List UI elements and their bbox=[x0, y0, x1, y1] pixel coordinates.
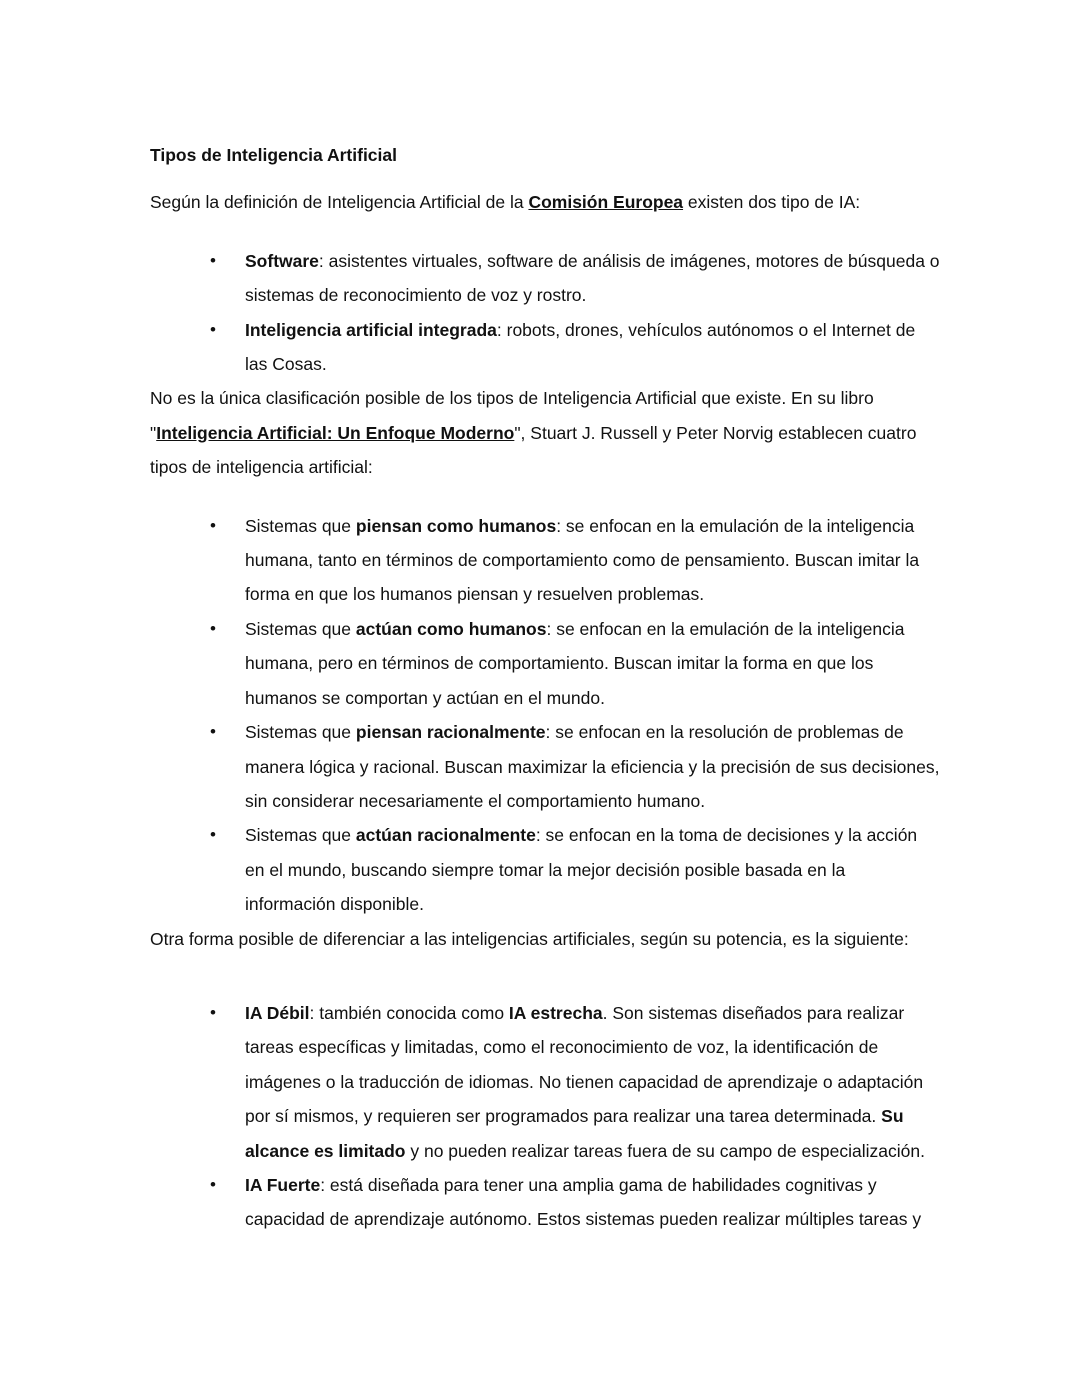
list-item-text: : se enfocan en la emulación de la inteligencia humana, tanto en términos de comportamiento como de pensamiento. Buscan imitar la forma en que los humanos piensan y resuelven problemas. bbox=[245, 515, 920, 605]
para2-text-after: ", Stuart J. Russell y Peter Norvig establecen cuatro tipos de inteligencia artificial: bbox=[150, 422, 917, 478]
list-item-text: : robots, drones, vehículos autónomos o el Internet de las Cosas. bbox=[245, 319, 916, 375]
list-item-text: : se enfocan en la toma de decisiones y la acción en el mundo, buscando siempre tomar la mejor decisión posible basada en la información disponible. bbox=[245, 825, 918, 915]
bullet-icon: • bbox=[210, 319, 216, 339]
bullet-icon: • bbox=[210, 250, 216, 270]
list-item-think-rational bbox=[150, 715, 940, 818]
list-item-prefix: Sistemas que bbox=[245, 618, 356, 639]
intro-paragraph bbox=[150, 185, 940, 219]
list-item-term: actúan racionalmente bbox=[355, 825, 536, 846]
bullet-icon: • bbox=[210, 618, 216, 638]
list-item-term: IA estrecha bbox=[508, 1002, 603, 1023]
list-item-term: IA Fuerte bbox=[245, 1174, 321, 1195]
list-item-text: : está diseñada para tener una amplia gama de habilidades cognitivas y capacidad de aprendizaje autónomo. Estos sistemas pueden realizar múltiples tareas y bbox=[245, 1174, 922, 1230]
comision-europea-link[interactable]: Comisión Europea bbox=[528, 192, 684, 213]
bullet-icon: • bbox=[210, 722, 216, 742]
list-item-term: actúan como humanos bbox=[355, 618, 547, 639]
ia-types-list bbox=[150, 244, 940, 382]
quote-open: " bbox=[150, 422, 157, 443]
document-page bbox=[150, 138, 940, 1237]
list-item-prefix: Sistemas que bbox=[245, 825, 356, 846]
list-item-term: Inteligencia artificial integrada bbox=[245, 319, 497, 340]
para2-text-before: No es la única clasificación posible de los tipos de Inteligencia Artificial que existe. En su libro bbox=[150, 388, 874, 409]
intro-text-before: Según la definición de Inteligencia Artificial de la bbox=[150, 192, 529, 213]
list-item-text: : se enfocan en la emulación de la inteligencia humana, pero en términos de comportamiento. Buscan imitar la forma en que los humanos se comportan y actúan en el mundo. bbox=[245, 618, 905, 708]
list-item-text: . Son sistemas diseñados para realizar tareas específicas y limitadas, como el reconocimiento de voz, la identificación de imágenes o la traducción de idiomas. No tienen capacidad de aprendizaje o adaptación por sí mismos, y requieren ser programados para realizar una tarea determinada. bbox=[245, 1002, 924, 1127]
bullet-icon: • bbox=[210, 825, 216, 845]
list-item-prefix: Sistemas que bbox=[245, 515, 356, 536]
bullet-icon: • bbox=[210, 1174, 216, 1194]
intro-text-after: existen dos tipo de IA: bbox=[683, 192, 861, 213]
russell-norvig-list bbox=[150, 509, 940, 922]
list-item-text: y no pueden realizar tareas fuera de su campo de especialización. bbox=[405, 1140, 925, 1161]
list-item-act-human bbox=[150, 612, 940, 715]
book-link[interactable]: Inteligencia Artificial: Un Enfoque Moderno bbox=[156, 422, 515, 443]
list-item-term: IA Débil bbox=[245, 1002, 310, 1023]
list-item-term: Software bbox=[245, 250, 319, 271]
list-item-software bbox=[150, 244, 940, 313]
bullet-icon: • bbox=[210, 515, 216, 535]
list-item-term: piensan como humanos bbox=[355, 515, 557, 536]
list-item-text: : también conocida como bbox=[309, 1002, 509, 1023]
list-item-act-rational bbox=[150, 818, 940, 921]
list-item-text: : se enfocan en la resolución de problemas de manera lógica y racional. Buscan maximizar la eficiencia y la precisión de sus decisiones, sin considerar necesariamente el comportamiento humano. bbox=[245, 722, 940, 811]
list-item-integrated-ai bbox=[150, 313, 940, 382]
document-title: Tipos de Inteligencia Artificial bbox=[150, 145, 397, 165]
russell-norvig-paragraph bbox=[150, 381, 940, 484]
list-item-text: : asistentes virtuales, software de análisis de imágenes, motores de búsqueda o sistemas de reconocimiento de voz y rostro. bbox=[245, 250, 940, 306]
potency-list bbox=[150, 996, 940, 1237]
list-item-weak-ai bbox=[150, 996, 940, 1168]
list-item-think-human bbox=[150, 509, 940, 612]
list-item-prefix: Sistemas que bbox=[245, 722, 356, 743]
list-item-term: Su alcance es limitado bbox=[245, 1106, 904, 1161]
bullet-icon: • bbox=[210, 1002, 216, 1022]
list-item-strong-ai bbox=[150, 1168, 940, 1237]
list-item-term: piensan racionalmente bbox=[355, 722, 546, 743]
potency-paragraph: Otra forma posible de diferenciar a las inteligencias artificiales, según su potencia, es la siguiente: bbox=[150, 928, 909, 949]
